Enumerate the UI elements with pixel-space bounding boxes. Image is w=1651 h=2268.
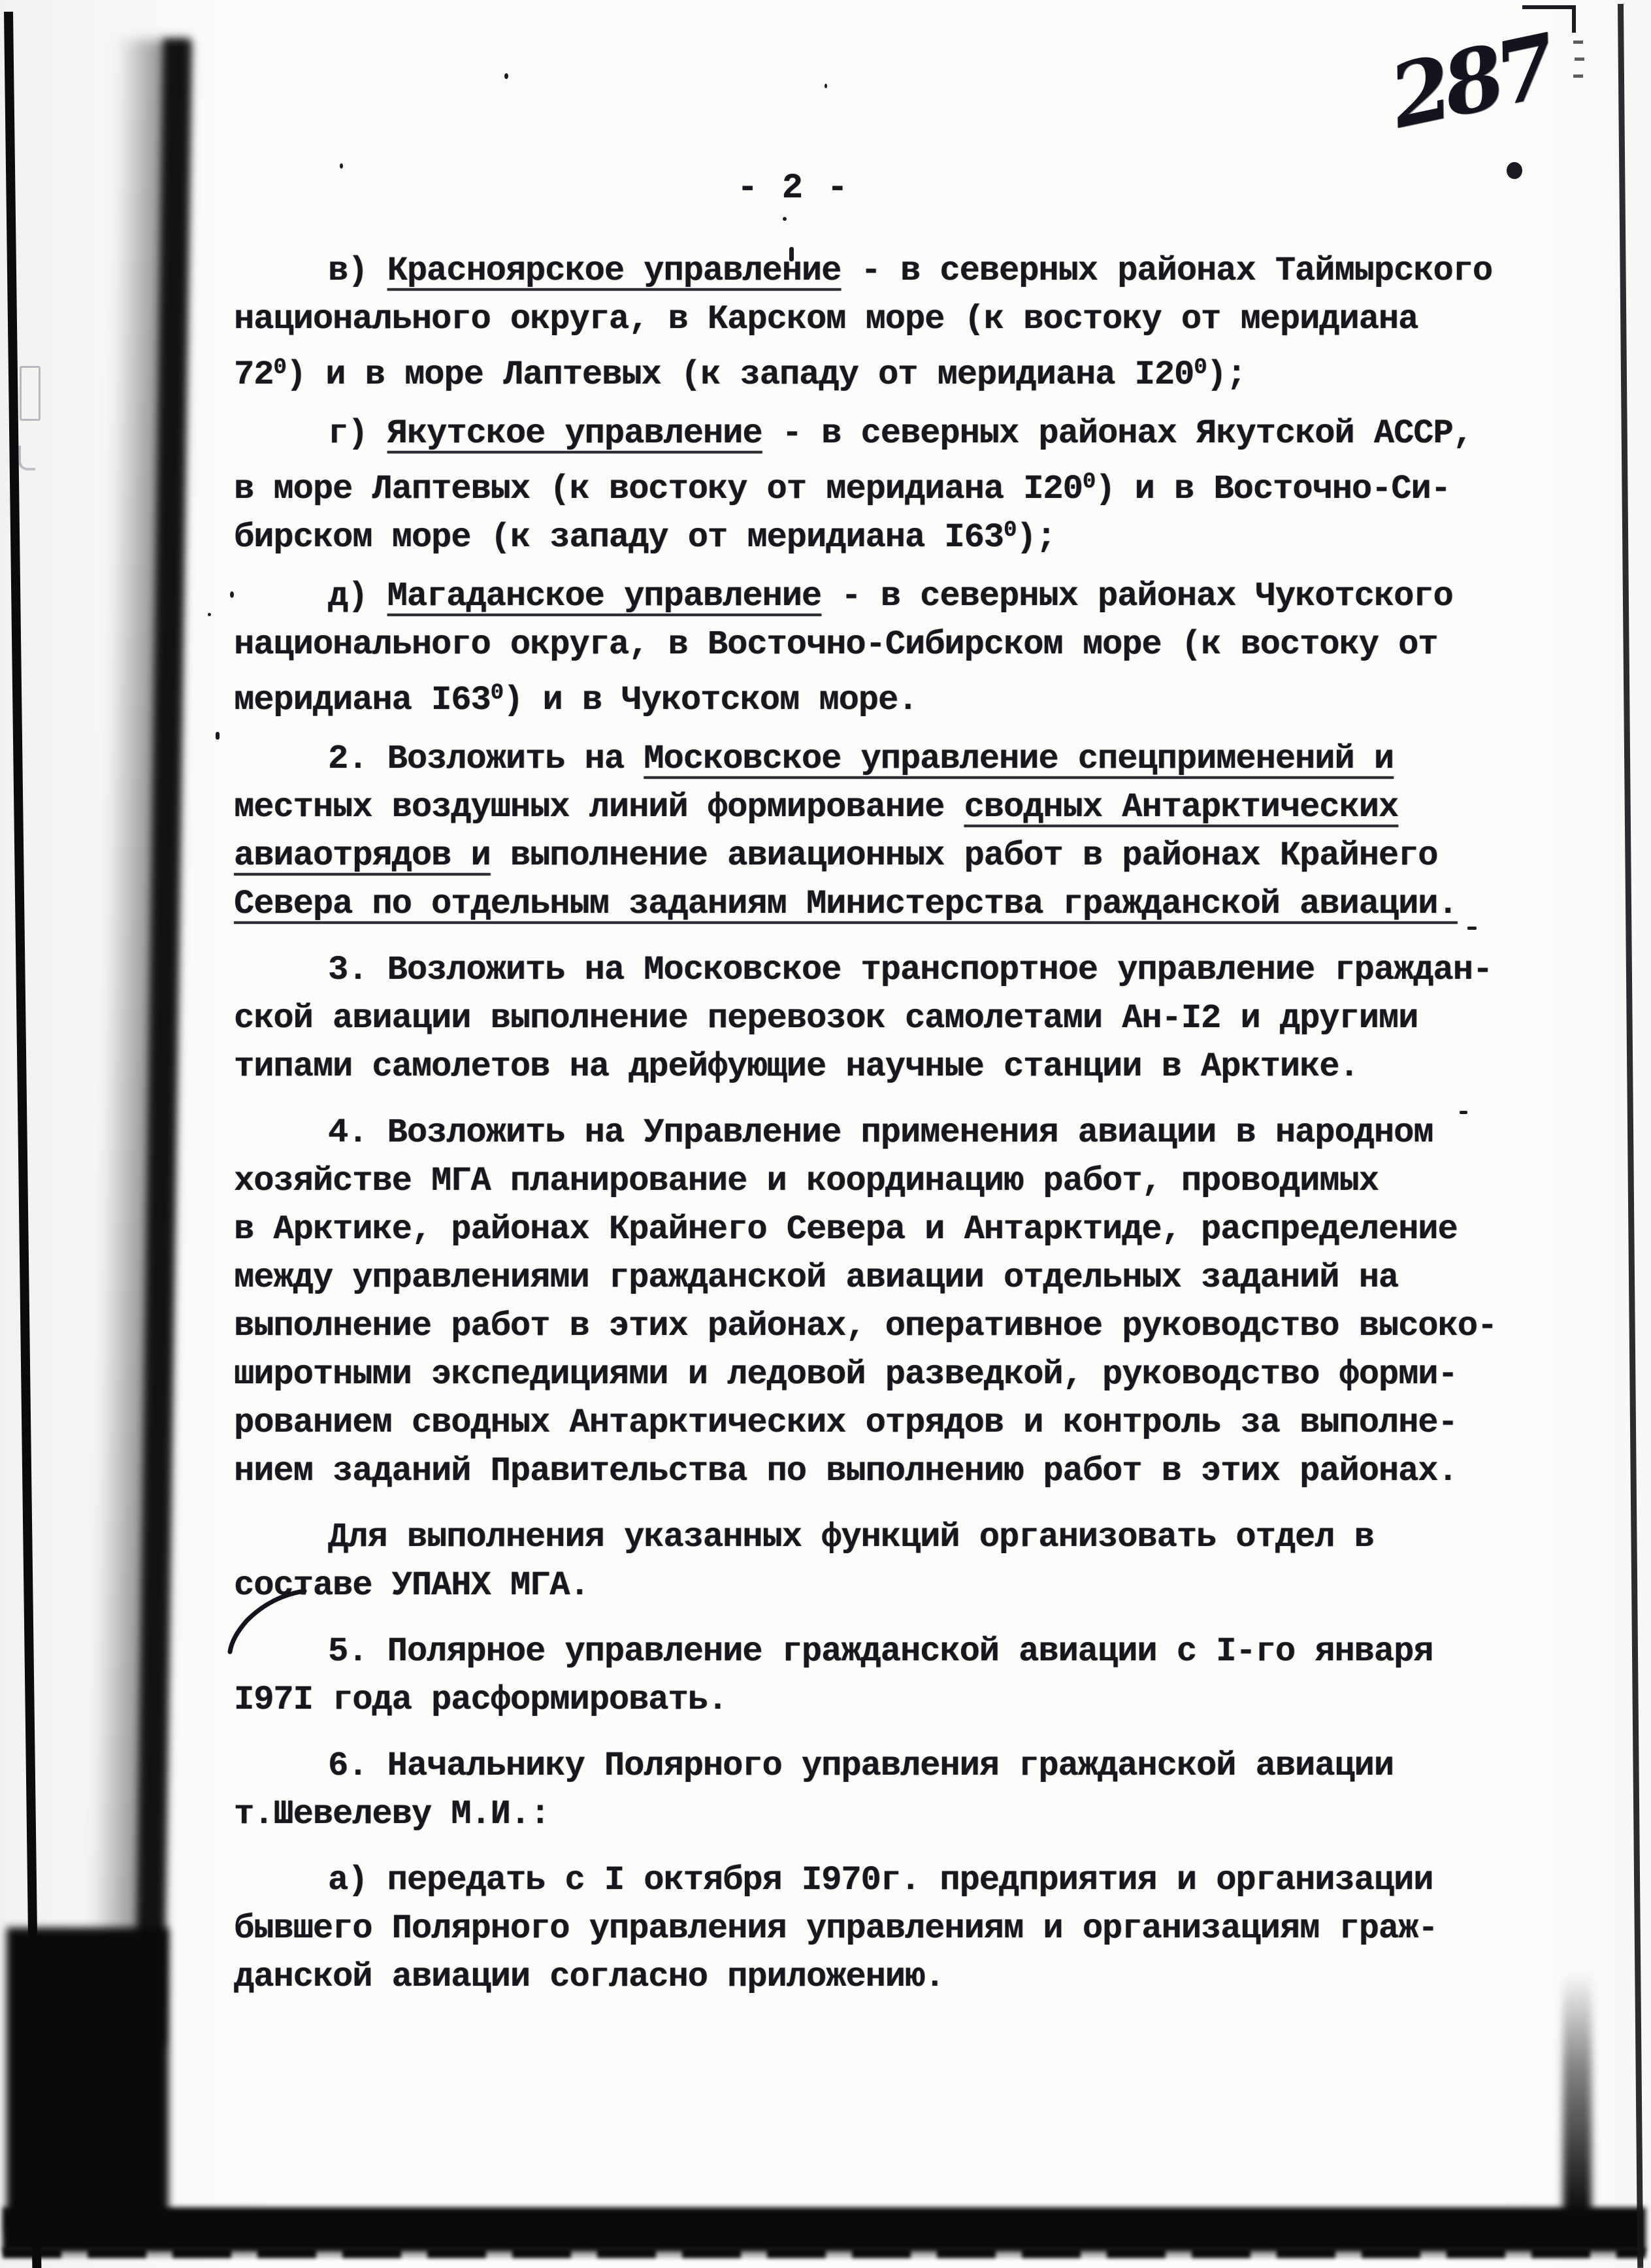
text-segment: в Арктике, районах Крайнего Севера и Антарктиде, распределение: [234, 1210, 1458, 1249]
text-line: [234, 1402, 1479, 1450]
scan-corner-mark: [1572, 5, 1576, 33]
text-segment: бывшего Полярного управления управлениям и организациям граж-: [234, 1909, 1438, 1948]
text-segment: д): [328, 577, 387, 616]
text-line: [234, 1859, 1479, 1907]
text-segment: Магаданское управление: [387, 577, 822, 616]
scan-speck: [1575, 58, 1584, 61]
degree-superscript: 0: [1194, 355, 1207, 380]
paragraph: [234, 738, 1479, 931]
text-line: [234, 1516, 1479, 1564]
scan-speck: [1507, 162, 1522, 179]
text-segment: Московское управление спецприменений и: [644, 740, 1394, 778]
scan-speck: [340, 163, 343, 169]
document-text: [234, 250, 1497, 2022]
text-segment: - в северных районах Якутской АССР,: [762, 414, 1473, 453]
text-line: [234, 461, 1479, 509]
text-segment: выполнение авиационных работ в районах Крайнего: [490, 836, 1438, 875]
text-line: [234, 949, 1493, 997]
degree-superscript: 0: [1082, 470, 1096, 495]
text-line: [234, 1257, 1479, 1305]
paragraph: [234, 1516, 1479, 1613]
text-line: [234, 298, 1479, 346]
handwritten-page-number: 287: [1381, 16, 1560, 148]
paragraph: [234, 1630, 1479, 1727]
text-line: [234, 834, 1479, 883]
text-segment: составе УПАНХ МГА.: [234, 1566, 589, 1605]
text-segment: 4. Возложить на Управление применения авиации в народном: [328, 1113, 1433, 1152]
scan-corner-mark: [1522, 5, 1576, 9]
text-line: [234, 1745, 1479, 1793]
pencil-margin-mark: [20, 366, 41, 421]
text-segment: широтными экспедициями и ледовой разведкой, руководство форми-: [234, 1355, 1458, 1394]
paragraph: [234, 250, 1493, 395]
text-segment: Севера по отдельным заданиям Министерства гражданской авиации.: [234, 885, 1458, 923]
text-line: [234, 738, 1479, 786]
text-segment: т.Шевелеву М.И.:: [234, 1795, 550, 1833]
text-line: [234, 1907, 1479, 1956]
scan-bottom-band-edge: [3, 2248, 1646, 2258]
text-segment: национального округа, в Восточно-Сибирском море (к востоку от: [234, 625, 1438, 664]
scan-speck: [825, 84, 827, 88]
scan-right-edge-line: [1618, 4, 1643, 2268]
text-line: [234, 623, 1479, 672]
text-segment: Красноярское управление: [387, 252, 842, 290]
degree-superscript: 0: [490, 681, 504, 706]
text-segment: г): [328, 414, 387, 453]
scan-speck: [208, 613, 211, 616]
scan-bottom-band: [3, 2207, 1646, 2252]
text-line: [234, 575, 1479, 623]
text-segment: в): [328, 252, 387, 290]
text-line: [234, 509, 1479, 557]
text-line: [234, 1160, 1479, 1208]
text-line: [234, 1679, 1479, 1727]
text-segment: Якутское управление: [387, 414, 762, 453]
paragraph: [234, 1859, 1479, 2004]
text-segment: );: [1206, 355, 1247, 394]
text-segment: бирском море (к западу от меридиана I63: [234, 518, 1004, 557]
text-line: [234, 883, 1479, 931]
text-segment: национального округа, в Карском море (к востоку от меридиана: [234, 300, 1418, 338]
text-segment: выполнение работ в этих районах, оперативное руководство высоко-: [234, 1307, 1497, 1345]
text-line: [234, 997, 1479, 1045]
degree-superscript: 0: [1004, 518, 1017, 543]
text-line: [234, 346, 1479, 395]
text-segment: авиаотрядов и: [234, 836, 491, 875]
scan-right-streak: [1563, 1973, 1592, 2215]
text-line: [234, 1353, 1479, 1402]
page-number: - 2 -: [737, 169, 850, 208]
text-segment: 72: [234, 355, 274, 394]
text-line: [234, 1045, 1479, 1094]
text-segment: а) передать с I октября I970г. предприятия и организации: [328, 1861, 1433, 1899]
text-segment: между управлениями гражданской авиации отдельных заданий на: [234, 1258, 1399, 1297]
text-segment: );: [1016, 518, 1056, 557]
text-line: [234, 1208, 1479, 1257]
text-segment: типами самолетов на дрейфующие научные станции в Арктике.: [234, 1047, 1359, 1086]
text-line: [234, 412, 1479, 461]
text-line: [234, 1630, 1479, 1679]
paragraph: [234, 949, 1493, 1094]
text-line: [234, 672, 1479, 720]
text-segment: нием заданий Правительства по выполнению работ в этих районах.: [234, 1452, 1458, 1490]
text-segment: 3. Возложить на Московское транспортное управление граждан-: [328, 951, 1493, 989]
paragraph: [234, 1745, 1479, 1841]
scan-speck: [783, 217, 787, 221]
scan-speck: [1573, 74, 1583, 78]
text-segment: 6. Начальнику Полярного управления гражданской авиации: [328, 1747, 1394, 1785]
text-segment: ) и в море Лаптевых (к западу от меридиана I20: [286, 355, 1194, 394]
text-line: [234, 1956, 1479, 2004]
text-segment: ) и в Восточно-Си-: [1095, 470, 1450, 508]
text-line: [234, 1111, 1479, 1160]
text-line: [234, 1564, 1479, 1613]
text-line: [234, 1450, 1479, 1498]
text-segment: местных воздушных линий формирование: [234, 788, 964, 827]
scan-speck: [1573, 41, 1583, 44]
text-line: [234, 1793, 1479, 1841]
paragraph: [234, 575, 1479, 720]
text-line: [234, 786, 1479, 834]
text-segment: сводных Антарктических: [964, 788, 1399, 827]
text-segment: - в северных районах Чукотского: [821, 577, 1453, 616]
text-segment: в море Лаптевых (к востоку от меридиана I20: [234, 470, 1083, 508]
text-segment: 5. Полярное управление гражданской авиации с I-го января: [328, 1632, 1433, 1671]
text-segment: I97I года расформировать.: [234, 1681, 728, 1719]
scan-bottom-left-shadow: [7, 1928, 169, 2235]
text-line: [234, 1305, 1497, 1353]
text-segment: Для выполнения указанных функций организовать отдел в: [328, 1518, 1374, 1556]
text-line: [234, 250, 1493, 298]
scan-speck: [504, 73, 508, 79]
scan-speck: [216, 732, 220, 740]
text-segment: ской авиации выполнение перевозок самолетами Ан-I2 и другими: [234, 999, 1418, 1038]
text-segment: 2. Возложить на: [328, 740, 644, 778]
text-segment: ) и в Чукотском море.: [503, 681, 918, 719]
text-segment: хозяйстве МГА планирование и координацию работ, проводимых: [234, 1162, 1379, 1200]
pencil-margin-mark: [18, 446, 35, 470]
degree-superscript: 0: [273, 355, 286, 380]
paragraph: [234, 1111, 1497, 1498]
text-segment: - в северных районах Таймырского: [841, 252, 1493, 290]
paragraph: [234, 412, 1479, 557]
text-segment: меридиана I63: [234, 681, 491, 719]
text-segment: рованием сводных Антарктических отрядов и контроль за выполне-: [234, 1404, 1458, 1442]
text-segment: данской авиации согласно приложению.: [234, 1958, 945, 1996]
